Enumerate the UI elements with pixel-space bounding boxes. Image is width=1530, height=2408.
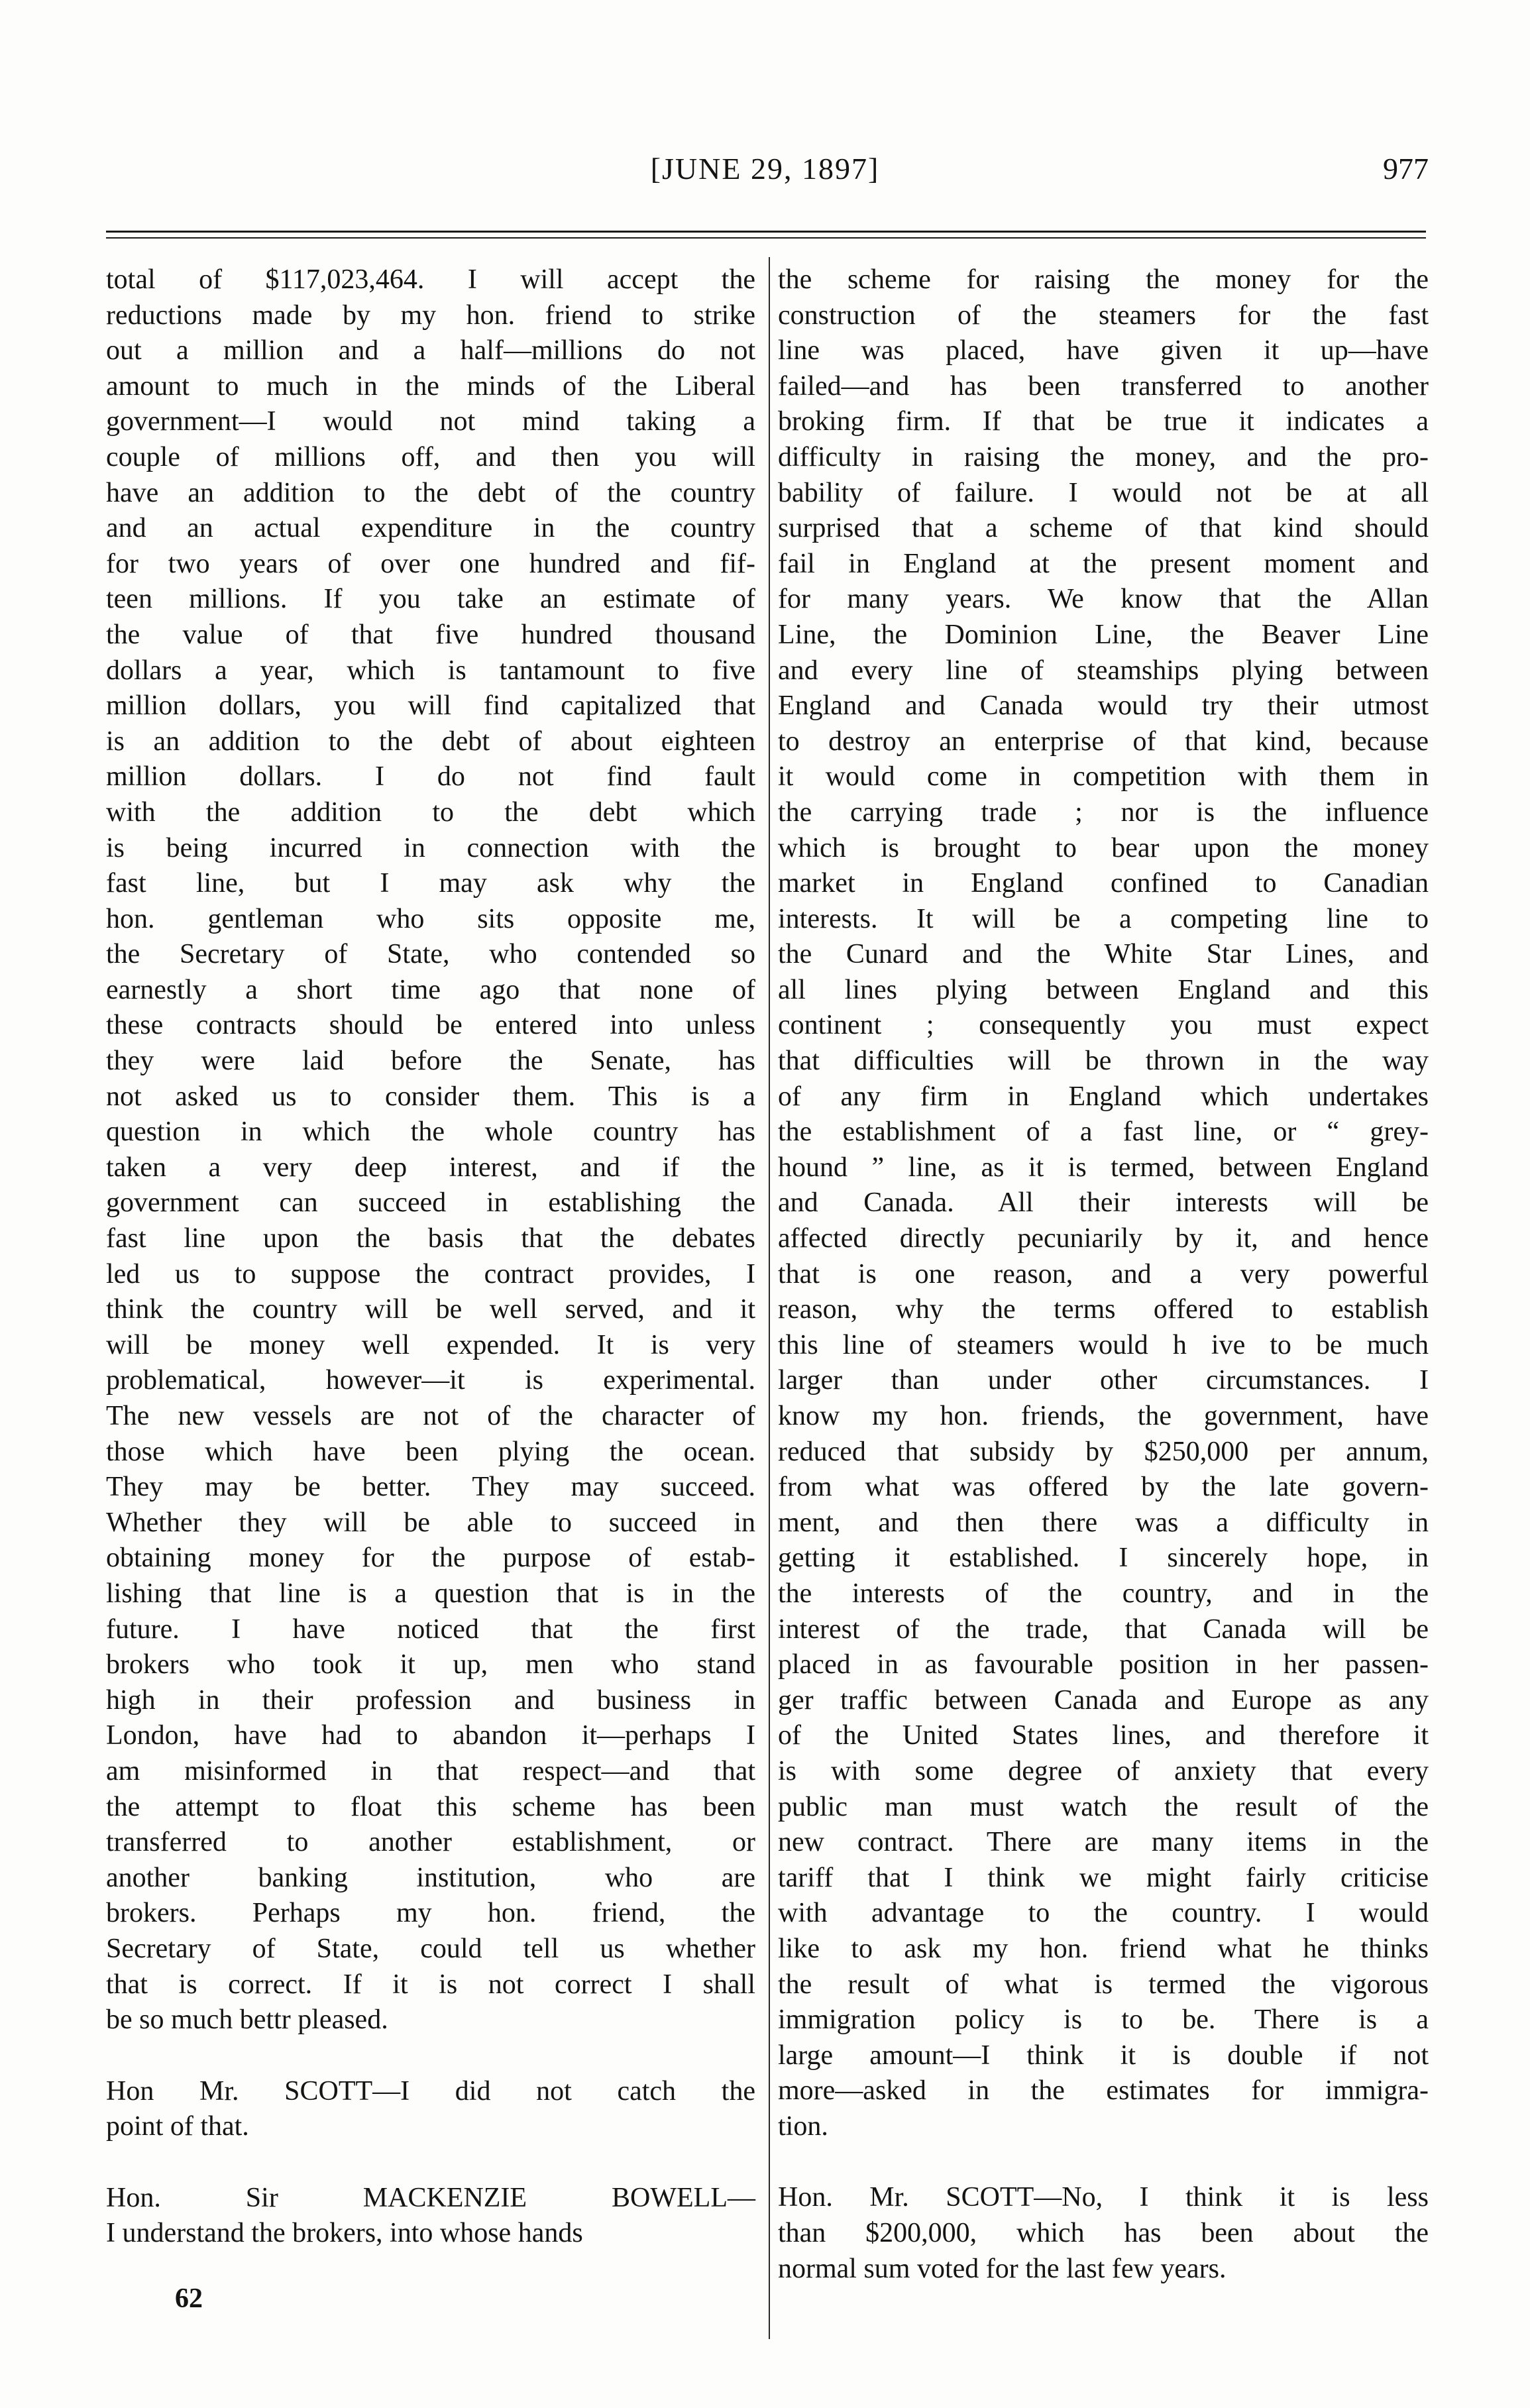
text-line: and every line of steamships plying between — [778, 655, 1429, 686]
text-line: hon. gentleman who sits opposite me, — [106, 903, 755, 934]
text-line: couple of millions off, and then you will — [106, 441, 755, 472]
text-line: like to ask my hon. friend what he thinks — [778, 1933, 1429, 1964]
text-line: out a million and a half—millions do not — [106, 335, 755, 366]
text-line: question in which the whole country has — [106, 1117, 755, 1148]
text-line: market in England confined to Canadian — [778, 868, 1429, 899]
left-paragraph-bowell-remark — [106, 2181, 755, 2252]
text-line: am misinformed in that respect—and that — [106, 1755, 755, 1786]
text-line: obtaining money for the purpose of estab- — [106, 1543, 755, 1574]
text-line: they were laid before the Senate, has — [106, 1046, 755, 1077]
text-line: taken a very deep interest, and if the — [106, 1152, 755, 1183]
paragraph-gap — [106, 2038, 755, 2074]
text-line: is an addition to the debt of about eighteen — [106, 726, 755, 757]
text-line: the result of what is termed the vigorous — [778, 1969, 1429, 2000]
text-line: not asked us to consider them. This is a — [106, 1081, 755, 1112]
text-line: million dollars, you will find capitalized that — [106, 690, 755, 722]
text-line: the establishment of a fast line, or “ grey- — [778, 1117, 1429, 1148]
text-line: teen millions. If you take an estimate of — [106, 584, 755, 615]
paragraph-gap — [106, 2145, 755, 2181]
text-line: know my hon. friends, the government, have — [778, 1401, 1429, 1431]
text-line: high in their profession and business in — [106, 1684, 755, 1716]
text-line: is with some degree of anxiety that every — [778, 1755, 1429, 1786]
text-line: England and Canada would try their utmost — [778, 690, 1429, 722]
text-line: point of that. — [106, 2111, 249, 2142]
text-line: and an actual expenditure in the country — [106, 513, 755, 544]
text-line: problematical, however—it is experimental. — [106, 1365, 755, 1396]
text-line: transferred to another establishment, or — [106, 1827, 755, 1858]
text-line: all lines plying between England and this — [778, 974, 1429, 1005]
text-line: The new vessels are not of the character of — [106, 1401, 755, 1431]
text-line: total of $117,023,464. I will accept the — [106, 264, 755, 295]
text-line: which is brought to bear upon the money — [778, 832, 1429, 863]
text-line: lishing that line is a question that is in the — [106, 1578, 755, 1609]
left-column — [106, 262, 755, 2252]
text-line: for two years of over one hundred and fif- — [106, 548, 755, 579]
text-line: ment, and then there was a difficulty in — [778, 1507, 1429, 1538]
text-line: these contracts should be entered into unless — [106, 1010, 755, 1041]
text-line: have an addition to the debt of the country — [106, 477, 755, 508]
text-line: reductions made by my hon. friend to strike — [106, 300, 755, 331]
text-line: failed—and has been transferred to another — [778, 370, 1429, 402]
text-line: to destroy an enterprise of that kind, because — [778, 726, 1429, 757]
text-line: reduced that subsidy by $250,000 per annum, — [778, 1436, 1429, 1467]
text-line: construction of the steamers for the fast — [778, 300, 1429, 331]
text-line: Line, the Dominion Line, the Beaver Line — [778, 619, 1429, 650]
text-line: amount to much in the minds of the Liberal — [106, 370, 755, 402]
text-line: will be money well expended. It is very — [106, 1329, 755, 1360]
text-line: the attempt to float this scheme has been — [106, 1791, 755, 1822]
text-line: this line of steamers would h ive to be much — [778, 1329, 1429, 1360]
right-paragraph-scott-reply — [778, 2180, 1429, 2287]
text-line: million dollars. I do not find fault — [106, 761, 755, 793]
text-line: led us to suppose the contract provides, I — [106, 1258, 755, 1289]
header-rule-bottom — [106, 237, 1426, 239]
text-line: difficulty in raising the money, and the pro- — [778, 441, 1429, 472]
paragraph-gap — [778, 2144, 1429, 2180]
text-line: the Secretary of State, who contended so — [106, 939, 755, 970]
text-line: tariff that I think we might fairly criticise — [778, 1862, 1429, 1893]
page-header-date: [JUNE 29, 1897] — [650, 152, 880, 186]
text-line: hound ” line, as it is termed, between England — [778, 1152, 1429, 1183]
text-line: Hon. Sir MACKENZIE BOWELL— — [106, 2182, 755, 2213]
text-line: interest of the trade, that Canada will be — [778, 1614, 1429, 1645]
right-column — [778, 262, 1429, 2287]
text-line: getting it established. I sincerely hope, in — [778, 1543, 1429, 1574]
text-line: tion. — [778, 2110, 828, 2142]
text-line: Hon Mr. SCOTT—I did not catch the — [106, 2075, 755, 2107]
text-line: They may be better. They may succeed. — [106, 1472, 755, 1503]
text-line: more—asked in the estimates for immigra- — [778, 2075, 1429, 2107]
text-line: that is correct. If it is not correct I shall — [106, 1969, 755, 2000]
text-line: immigration policy is to be. There is a — [778, 2004, 1429, 2036]
text-line: continent ; consequently you must expect — [778, 1010, 1429, 1041]
left-paragraph-1 — [106, 262, 755, 2038]
signature-mark: 62 — [175, 2283, 203, 2314]
text-line: fast line upon the basis that the debates — [106, 1223, 755, 1254]
text-line: think the country will be well served, and it — [106, 1294, 755, 1325]
text-line: the value of that five hundred thousand — [106, 619, 755, 650]
text-line: brokers who took it up, men who stand — [106, 1649, 755, 1680]
text-line: another banking institution, who are — [106, 1862, 755, 1893]
text-line: London, have had to abandon it—perhaps I — [106, 1720, 755, 1751]
text-line: ger traffic between Canada and Europe as any — [778, 1684, 1429, 1716]
right-paragraph-1 — [778, 262, 1429, 2144]
text-line: reason, why the terms offered to establish — [778, 1294, 1429, 1325]
left-paragraph-scott-remark — [106, 2074, 755, 2145]
text-line: those which have been plying the ocean. — [106, 1436, 755, 1467]
page-number: 977 — [1383, 152, 1429, 186]
text-line: placed in as favourable position in her passen- — [778, 1649, 1429, 1680]
text-line: for many years. We know that the Allan — [778, 584, 1429, 615]
text-line: from what was offered by the late govern- — [778, 1472, 1429, 1503]
text-line: government can succeed in establishing the — [106, 1187, 755, 1219]
text-line: of the United States lines, and therefore it — [778, 1720, 1429, 1751]
text-line: of any firm in England which undertakes — [778, 1081, 1429, 1112]
text-line: government—I would not mind taking a — [106, 406, 755, 437]
text-line: Hon. Mr. SCOTT—No, I think it is less — [778, 2182, 1429, 2213]
text-line: public man must watch the result of the — [778, 1791, 1429, 1822]
text-line: affected directly pecuniarily by it, and hence — [778, 1223, 1429, 1254]
text-line: that difficulties will be thrown in the way — [778, 1046, 1429, 1077]
text-line: the Cunard and the White Star Lines, and — [778, 939, 1429, 970]
text-line: future. I have noticed that the first — [106, 1614, 755, 1645]
text-line: earnestly a short time ago that none of — [106, 974, 755, 1005]
text-line: it would come in competition with them in — [778, 761, 1429, 793]
text-line: the carrying trade ; nor is the influence — [778, 796, 1429, 828]
column-divider — [769, 257, 770, 2339]
text-line: Secretary of State, could tell us whether — [106, 1933, 755, 1964]
text-line: I understand the brokers, into whose hands — [106, 2218, 583, 2249]
text-line: line was placed, have given it up—have — [778, 335, 1429, 366]
text-line: surprised that a scheme of that kind should — [778, 513, 1429, 544]
text-line: with the addition to the debt which — [106, 796, 755, 828]
text-line: fail in England at the present moment and — [778, 548, 1429, 579]
text-line: large amount—I think it is double if not — [778, 2040, 1429, 2071]
text-line: broking firm. If that be true it indicates a — [778, 406, 1429, 437]
text-line: interests. It will be a competing line to — [778, 903, 1429, 934]
text-line: normal sum voted for the last few years. — [778, 2253, 1227, 2284]
text-line: is being incurred in connection with the — [106, 832, 755, 863]
header-rule-top — [106, 231, 1426, 233]
text-line: than $200,000, which has been about the — [778, 2218, 1429, 2249]
text-line: dollars a year, which is tantamount to five — [106, 655, 755, 686]
text-line: Whether they will be able to succeed in — [106, 1507, 755, 1538]
text-line: fast line, but I may ask why the — [106, 868, 755, 899]
text-line: be so much bettr pleased. — [106, 2004, 388, 2036]
text-line: and Canada. All their interests will be — [778, 1187, 1429, 1219]
text-line: new contract. There are many items in the — [778, 1827, 1429, 1858]
text-line: brokers. Perhaps my hon. friend, the — [106, 1898, 755, 1929]
text-line: the scheme for raising the money for the — [778, 264, 1429, 295]
text-line: with advantage to the country. I would — [778, 1898, 1429, 1929]
text-line: that is one reason, and a very powerful — [778, 1258, 1429, 1289]
text-line: larger than under other circumstances. I — [778, 1365, 1429, 1396]
text-line: bability of failure. I would not be at all — [778, 477, 1429, 508]
text-line: the interests of the country, and in the — [778, 1578, 1429, 1609]
